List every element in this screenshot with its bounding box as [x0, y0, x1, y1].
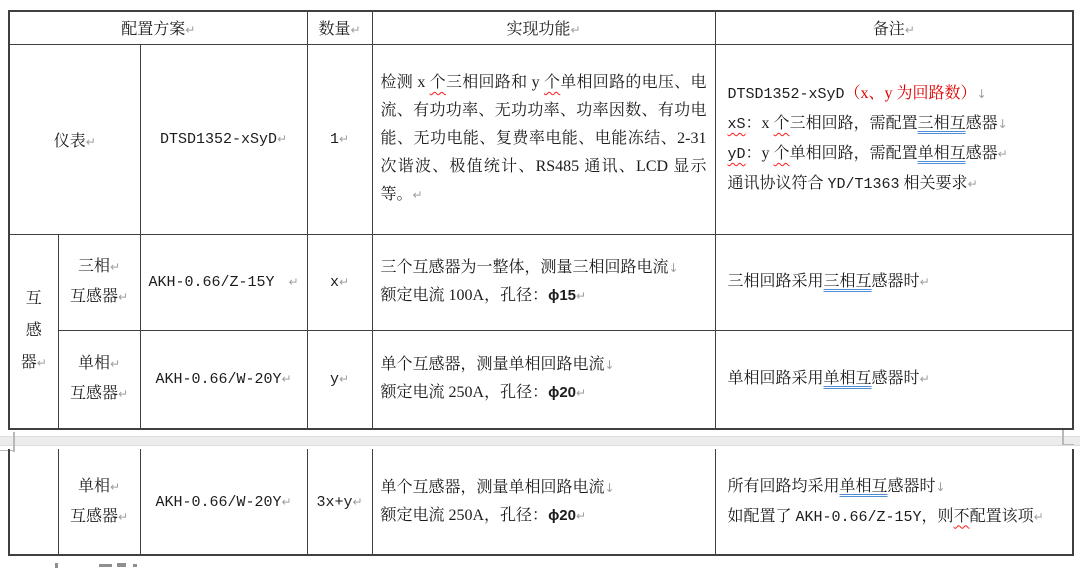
cell-ct3-qty[interactable] [307, 234, 372, 330]
header-remark[interactable] [715, 11, 1073, 44]
func-line [381, 474, 707, 502]
remark-model-text: DTSD1352-xSyD [727, 86, 845, 103]
paragraph-mark: ↵ [288, 275, 299, 289]
func-line [381, 282, 707, 310]
page-corner-mark [1062, 430, 1064, 445]
cell-ct1-remark[interactable] [715, 330, 1073, 429]
meter-row [9, 44, 1073, 234]
cell-meter-func[interactable] [372, 44, 715, 234]
ct1-label-text: 单相 [77, 355, 110, 373]
remark-line [728, 502, 1061, 532]
remark-standard-code: YD/T1363 [827, 176, 900, 193]
line-break-mark: ↓ [935, 479, 946, 494]
ct1-model-text: AKH-0.66/W-20Y [155, 371, 282, 389]
cell-ctall-label[interactable] [58, 449, 140, 555]
paragraph-mark: ↵ [85, 134, 96, 149]
remark-text: 如配置了 [727, 507, 796, 525]
paragraph-mark: ↵ [904, 23, 915, 38]
func-line [381, 254, 707, 282]
func-text: 单个互感器，测量单相回路电流 [380, 478, 605, 496]
ct3-label-text: 三相 [77, 258, 110, 275]
remark-text: 单相回路，需配置 [789, 145, 918, 162]
func-text: 单相回路的电压、电流、有功功率、无功功率、功率因数、有功电能、无功电能、复费率电能、电能冻结、2-31 次谐波、极值统计、RS485 通讯、LCD 显示等。 [380, 74, 707, 203]
cell-ct1-label[interactable] [58, 330, 140, 429]
cell-meter-model[interactable] [140, 44, 307, 234]
spellcheck-word: 个 [773, 115, 790, 132]
paragraph-mark: ↵ [338, 132, 350, 146]
grammar-phrase: 单相互 [823, 370, 872, 388]
func-bore-size: ϕ20 [548, 384, 577, 402]
remark-text: 所有回路均采用 [727, 477, 840, 495]
clipped-text-fragment [99, 564, 112, 567]
remark-text: 感器 [965, 145, 998, 162]
header-qty-label: 数量 [318, 21, 351, 39]
cell-ct3-label[interactable] [58, 234, 140, 330]
line-break-mark: ↓ [604, 358, 615, 373]
paragraph-mark: ↵ [36, 356, 47, 371]
ct3-label-line [59, 282, 140, 312]
ct3-label-line [59, 252, 140, 282]
line-break-mark: ↓ [604, 480, 615, 495]
cell-ctall-func[interactable] [372, 449, 715, 555]
remark-text: 单相回路采用 [727, 370, 824, 388]
paragraph-mark: ↵ [338, 275, 350, 289]
ctall-model-text: AKH-0.66/W-20Y [155, 493, 282, 511]
spellcheck-word: 不 [953, 507, 970, 525]
remark-text: 相关要求 [899, 175, 968, 192]
paragraph-mark: ↵ [117, 290, 129, 304]
paragraph-mark: ↵ [576, 289, 587, 303]
remark-text: ：y [745, 145, 774, 162]
paragraph-mark: ↵ [997, 147, 1008, 161]
header-config[interactable] [9, 11, 307, 44]
paragraph-mark: ↵ [919, 275, 930, 289]
page-break-separator[interactable] [0, 436, 1080, 446]
func-text: 额定电流 250A，孔径： [380, 506, 549, 524]
remark-text: 配置该项 [969, 507, 1034, 525]
grammar-phrase: 三相互 [823, 273, 872, 290]
paragraph-mark: ↵ [109, 260, 121, 274]
paragraph-mark: ↵ [919, 372, 930, 387]
ct1-qty-value: y [329, 371, 339, 389]
remark-line [728, 169, 1061, 199]
ctall-qty-value: 3x+y [316, 493, 353, 511]
paragraph-mark: ↵ [412, 188, 423, 202]
func-text: 单个互感器，测量单相回路电流 [380, 356, 605, 374]
func-text: 检测 x [380, 74, 430, 91]
remark-text: ，则 [921, 507, 954, 525]
header-remark-label: 备注 [872, 21, 905, 39]
remark-text: 三相回路，需配置 [789, 115, 918, 132]
cell-meter-remark[interactable] [715, 44, 1073, 234]
remark-line [728, 139, 1061, 169]
paragraph-mark: ↵ [109, 479, 121, 494]
cell-meter-qty[interactable] [307, 44, 372, 234]
meter-model-text: DTSD1352-xSyD [159, 131, 277, 148]
ct-group-char: 互 [25, 290, 42, 308]
cell-ct1-model[interactable] [140, 330, 307, 429]
spellcheck-word: yD [727, 146, 746, 163]
cell-ct3-remark[interactable] [715, 234, 1073, 330]
func-text: 额定电流 250A，孔径： [380, 384, 549, 402]
remark-text: 三相回路采用 [727, 273, 824, 290]
spellcheck-word: 个 [543, 74, 561, 91]
spellcheck-word: xS [727, 116, 746, 133]
ctall-label-text: 单相 [77, 477, 110, 495]
ct-group-char: 感 [25, 322, 42, 340]
ct-group-char-text: 器 [20, 354, 37, 372]
remark-red-note: （x、y 为回路数） [844, 85, 977, 102]
line-break-mark: ↓ [976, 87, 987, 101]
ct-single-all-row [9, 449, 1073, 555]
remark-text: 感器 [965, 115, 998, 132]
ctall-label-line [59, 502, 140, 532]
ct1-label-text: 互感器 [69, 385, 118, 403]
grammar-phrase: 单相互 [839, 477, 888, 495]
paragraph-mark: ↵ [185, 23, 196, 38]
ctall-label-text: 互感器 [69, 507, 118, 525]
config-table-page1 [8, 10, 1074, 430]
func-bore-size: ϕ20 [548, 506, 576, 524]
paragraph-mark: ↵ [109, 357, 121, 372]
func-text: 三个互感器为一整体，测量三相回路电流 [380, 259, 669, 276]
remark-text: 感器时 [871, 370, 920, 388]
paragraph-mark: ↵ [576, 508, 587, 523]
paragraph-mark: ↵ [350, 23, 361, 38]
grammar-phrase: 单相互 [917, 145, 966, 162]
ctall-label-line [59, 472, 140, 502]
header-func-label: 实现功能 [506, 21, 571, 39]
remark-text: 感器时 [887, 477, 936, 495]
paragraph-mark: ↵ [967, 177, 978, 191]
line-break-mark: ↓ [997, 117, 1008, 131]
remark-line [728, 79, 1061, 109]
remark-text: ：x [745, 115, 774, 132]
table-header-row [9, 11, 1073, 44]
ct-group-char [10, 347, 58, 379]
cell-ct3-func[interactable] [372, 234, 715, 330]
remark-text: 通讯协议符合 [727, 175, 828, 192]
paragraph-mark: ↵ [570, 23, 581, 38]
page-corner-mark [1062, 444, 1074, 445]
ct1-label-line [59, 349, 140, 379]
paragraph-mark: ↵ [576, 386, 587, 401]
remark-text: 感器时 [871, 273, 920, 290]
cell-ct3-model[interactable] [140, 234, 307, 330]
meter-category-label: 仪表 [53, 132, 86, 150]
paragraph-mark: ↵ [276, 132, 288, 146]
paragraph-mark: ↵ [281, 494, 292, 509]
ct-three-phase-row [9, 234, 1073, 330]
header-config-label: 配置方案 [121, 21, 186, 39]
meter-qty-value: 1 [329, 131, 339, 148]
paragraph-mark: ↵ [352, 494, 363, 509]
func-line [381, 351, 707, 379]
clipped-text-fragment [133, 564, 137, 567]
func-line [381, 502, 707, 530]
paragraph-mark: ↵ [281, 372, 292, 387]
ct-single-phase-row [9, 330, 1073, 429]
clipped-text-fragment [55, 563, 58, 568]
cell-ct-group[interactable] [9, 234, 58, 429]
cell-ct-group-continued[interactable] [9, 449, 58, 555]
paragraph-mark: ↵ [338, 372, 350, 387]
spellcheck-word: 个 [773, 145, 790, 162]
func-bore-size: ϕ15 [548, 287, 577, 304]
remark-line [728, 472, 1061, 502]
remark-line [728, 109, 1061, 139]
ct3-model-text: AKH-0.66/Z-15Y [148, 274, 275, 291]
ct1-label-line [59, 379, 140, 409]
func-line [381, 379, 707, 407]
config-table-page2 [8, 449, 1074, 556]
paragraph-mark: ↵ [1033, 509, 1044, 524]
cell-ctall-model[interactable] [140, 449, 307, 555]
spellcheck-word: 个 [429, 74, 446, 91]
cell-ct1-func[interactable] [372, 330, 715, 429]
ct3-qty-value: x [329, 274, 339, 291]
ct3-label-text: 互感器 [69, 288, 118, 305]
func-text: 额定电流 100A，孔径： [380, 287, 549, 304]
cell-ctall-qty[interactable] [307, 449, 372, 555]
paragraph-mark: ↵ [117, 509, 129, 524]
cell-ct1-qty[interactable] [307, 330, 372, 429]
clipped-text-fragment [117, 563, 126, 567]
remark-model-text: AKH-0.66/Z-15Y [795, 508, 922, 526]
line-break-mark: ↓ [668, 261, 679, 275]
header-qty[interactable] [307, 11, 372, 44]
header-func[interactable] [372, 11, 715, 44]
grammar-phrase: 三相互 [917, 115, 966, 132]
func-text: 三相回路和 y [445, 74, 544, 91]
cell-ctall-remark[interactable] [715, 449, 1073, 555]
cell-meter-category[interactable] [9, 44, 140, 234]
paragraph-mark: ↵ [117, 387, 129, 402]
